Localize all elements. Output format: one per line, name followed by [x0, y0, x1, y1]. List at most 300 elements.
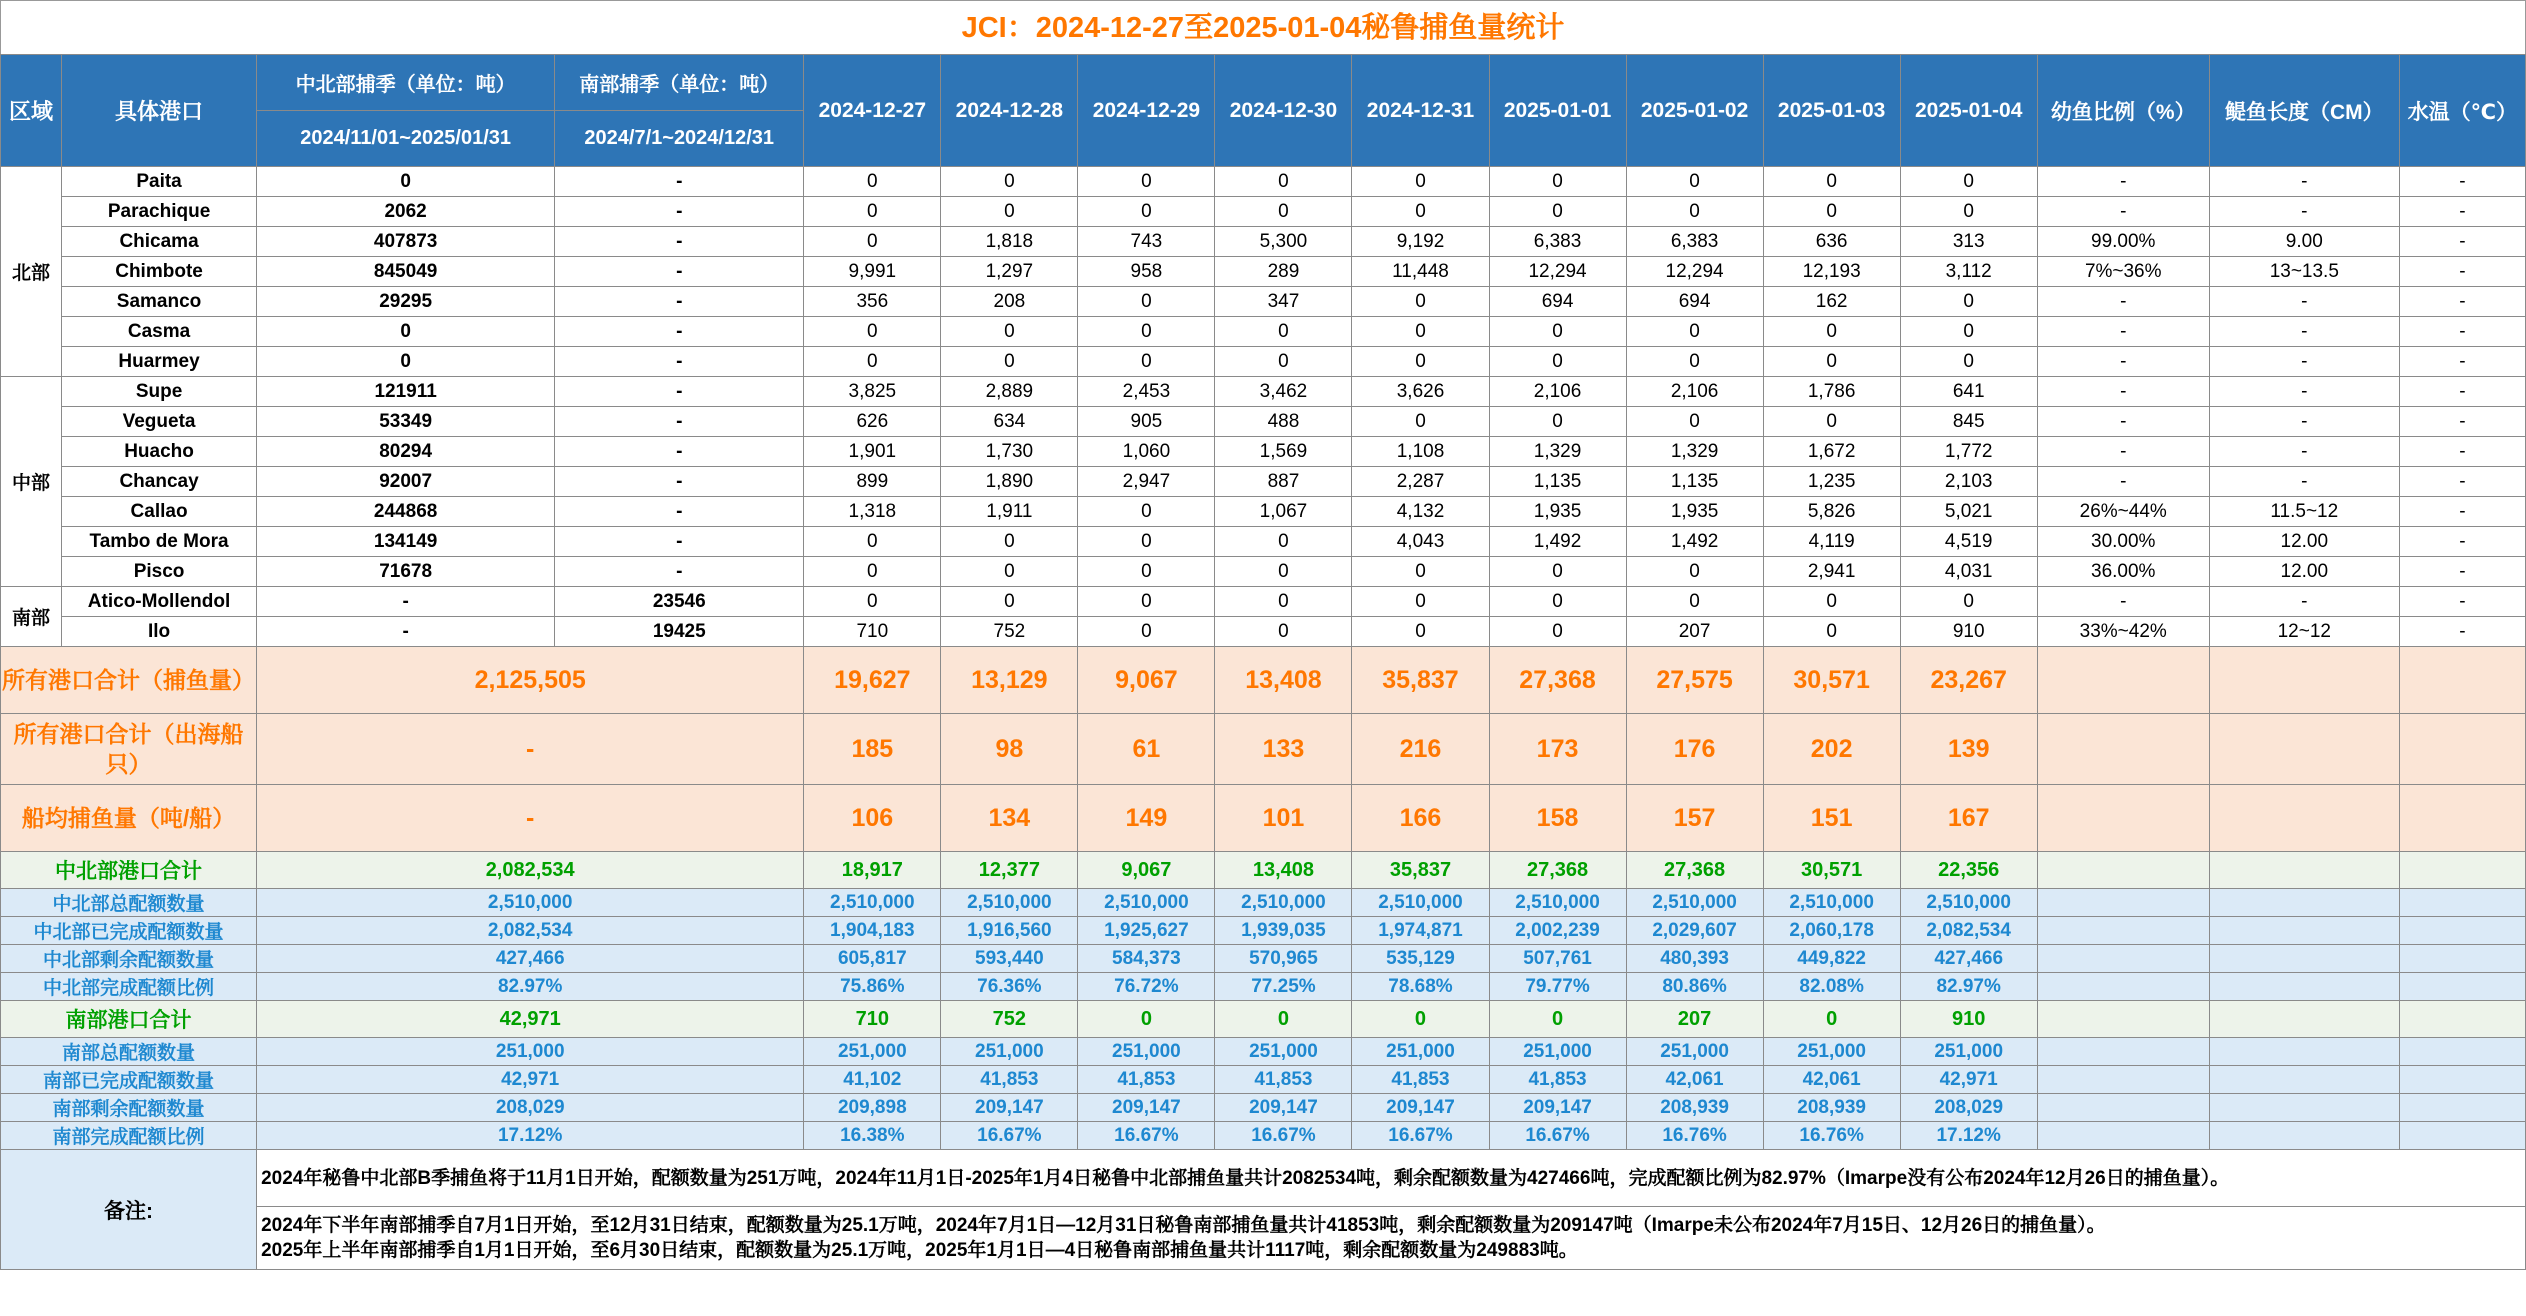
quota-row	[1, 1038, 2526, 1066]
summary-daily-cell: 106	[804, 785, 941, 852]
summary-season-total: -	[257, 785, 804, 852]
quota-daily-cell: 507,761	[1489, 945, 1626, 973]
daily-catch-cell: 0	[1352, 617, 1489, 647]
south-season-total: -	[555, 317, 804, 347]
daily-catch-cell: 0	[1352, 407, 1489, 437]
daily-catch-cell: 626	[804, 407, 941, 437]
quota-empty-cell	[2399, 1038, 2525, 1066]
port-name: Atico-Mollendol	[62, 587, 257, 617]
quota-label: 中北部港口合计	[1, 852, 257, 889]
quota-daily-cell: 22,356	[1900, 852, 2037, 889]
summary-daily-cell: 101	[1215, 785, 1352, 852]
quota-daily-cell: 2,510,000	[1763, 889, 1900, 917]
north-season-total: 407873	[257, 227, 555, 257]
daily-catch-cell: 0	[941, 167, 1078, 197]
summary-total-row	[1, 714, 2526, 785]
quota-daily-cell: 251,000	[1078, 1038, 1215, 1066]
quota-daily-cell: 2,510,000	[804, 889, 941, 917]
port-row	[1, 257, 2526, 287]
juvenile-cell: -	[2037, 197, 2209, 227]
quota-label: 中北部已完成配额数量	[1, 917, 257, 945]
quota-empty-cell	[2037, 889, 2209, 917]
summary-daily-cell: 35,837	[1352, 647, 1489, 714]
port-name: Callao	[62, 497, 257, 527]
quota-daily-cell: 752	[941, 1001, 1078, 1038]
summary-daily-cell: 23,267	[1900, 647, 2037, 714]
daily-catch-cell: 0	[1078, 497, 1215, 527]
port-name: Supe	[62, 377, 257, 407]
quota-daily-cell: 41,853	[1489, 1066, 1626, 1094]
daily-catch-cell: 1,911	[941, 497, 1078, 527]
port-name: Tambo de Mora	[62, 527, 257, 557]
daily-catch-cell: 0	[1078, 197, 1215, 227]
quota-label: 南部剩余配额数量	[1, 1094, 257, 1122]
south-season-total: -	[555, 257, 804, 287]
header-south-period: 2024/7/1~2024/12/31	[555, 111, 804, 167]
quota-daily-cell: 208,939	[1626, 1094, 1763, 1122]
quota-season-total: 2,510,000	[257, 889, 804, 917]
daily-catch-cell: 1,935	[1489, 497, 1626, 527]
summary-daily-cell: 202	[1763, 714, 1900, 785]
port-row	[1, 347, 2526, 377]
header-date: 2024-12-27	[804, 55, 941, 167]
quota-empty-cell	[2209, 852, 2399, 889]
daily-catch-cell: 710	[804, 617, 941, 647]
quota-daily-cell: 710	[804, 1001, 941, 1038]
daily-catch-cell: 11,448	[1352, 257, 1489, 287]
quota-empty-cell	[2399, 889, 2525, 917]
daily-catch-cell: 6,383	[1489, 227, 1626, 257]
daily-catch-cell: 0	[1763, 167, 1900, 197]
daily-catch-cell: 0	[1489, 617, 1626, 647]
port-name: Chicama	[62, 227, 257, 257]
quota-daily-cell: 1,925,627	[1078, 917, 1215, 945]
region-label: 北部	[1, 167, 62, 377]
note-line: 2025年上半年南部捕季自1月1日开始，至6月30日结束，配额数量为25.1万吨，2025年1月1日—4日秘鲁南部捕鱼量共计1117吨，剩余配额数量为249883吨。	[261, 1240, 1578, 1261]
summary-daily-cell: 61	[1078, 714, 1215, 785]
quota-daily-cell: 2,002,239	[1489, 917, 1626, 945]
quota-daily-cell: 41,853	[941, 1066, 1078, 1094]
daily-catch-cell: 845	[1900, 407, 2037, 437]
summary-daily-cell: 13,408	[1215, 647, 1352, 714]
quota-daily-cell: 82.08%	[1763, 973, 1900, 1001]
daily-catch-cell: 0	[1489, 407, 1626, 437]
quota-empty-cell	[2209, 1038, 2399, 1066]
quota-daily-cell: 16.67%	[1489, 1122, 1626, 1150]
daily-catch-cell: 0	[1078, 167, 1215, 197]
quota-label: 中北部剩余配额数量	[1, 945, 257, 973]
daily-catch-cell: 289	[1215, 257, 1352, 287]
summary-daily-cell: 157	[1626, 785, 1763, 852]
header-date: 2025-01-04	[1900, 55, 2037, 167]
quota-daily-cell: 251,000	[1763, 1038, 1900, 1066]
summary-empty-cell	[2399, 714, 2525, 785]
juvenile-cell: -	[2037, 347, 2209, 377]
daily-catch-cell: 0	[1626, 317, 1763, 347]
daily-catch-cell: 6,383	[1626, 227, 1763, 257]
daily-catch-cell: 12,193	[1763, 257, 1900, 287]
daily-catch-cell: 1,108	[1352, 437, 1489, 467]
daily-catch-cell: 1,672	[1763, 437, 1900, 467]
quota-daily-cell: 209,147	[1352, 1094, 1489, 1122]
quota-empty-cell	[2399, 1066, 2525, 1094]
quota-daily-cell: 0	[1489, 1001, 1626, 1038]
juvenile-cell: -	[2037, 467, 2209, 497]
quota-daily-cell: 1,904,183	[804, 917, 941, 945]
north-season-total: -	[257, 617, 555, 647]
port-row	[1, 317, 2526, 347]
daily-catch-cell: 743	[1078, 227, 1215, 257]
daily-catch-cell: 4,119	[1763, 527, 1900, 557]
length-cell: -	[2209, 167, 2399, 197]
quota-daily-cell: 1,939,035	[1215, 917, 1352, 945]
north-season-total: 2062	[257, 197, 555, 227]
port-row	[1, 437, 2526, 467]
daily-catch-cell: 0	[1078, 527, 1215, 557]
header-date: 2024-12-29	[1078, 55, 1215, 167]
quota-daily-cell: 605,817	[804, 945, 941, 973]
note-line: 2024年下半年南部捕季自7月1日开始，至12月31日结束，配额数量为25.1万吨，2024年7月1日—12月31日秘鲁南部捕鱼量共计41853吨，剩余配额数量为209147吨（Imarpe未公布2024年7月15日、12月26日的捕鱼量）。	[261, 1215, 2106, 1236]
quota-daily-cell: 42,061	[1763, 1066, 1900, 1094]
summary-daily-cell: 98	[941, 714, 1078, 785]
temp-cell: -	[2399, 527, 2525, 557]
quota-daily-cell: 584,373	[1078, 945, 1215, 973]
quota-daily-cell: 79.77%	[1489, 973, 1626, 1001]
summary-label: 所有港口合计（捕鱼量）	[1, 647, 257, 714]
daily-catch-cell: 0	[1900, 167, 2037, 197]
length-cell: -	[2209, 197, 2399, 227]
daily-catch-cell: 0	[1352, 347, 1489, 377]
south-season-total: -	[555, 497, 804, 527]
juvenile-cell: -	[2037, 407, 2209, 437]
header-juvenile: 幼鱼比例（%）	[2037, 55, 2209, 167]
quota-daily-cell: 208,029	[1900, 1094, 2037, 1122]
daily-catch-cell: 9,192	[1352, 227, 1489, 257]
quota-daily-cell: 1,916,560	[941, 917, 1078, 945]
length-cell: 11.5~12	[2209, 497, 2399, 527]
daily-catch-cell: 1,772	[1900, 437, 2037, 467]
quota-daily-cell: 535,129	[1352, 945, 1489, 973]
port-name: Ilo	[62, 617, 257, 647]
daily-catch-cell: 0	[1215, 557, 1352, 587]
temp-cell: -	[2399, 197, 2525, 227]
daily-catch-cell: 0	[1215, 347, 1352, 377]
header-region: 区域	[1, 55, 62, 167]
summary-season-total: -	[257, 714, 804, 785]
daily-catch-cell: 1,060	[1078, 437, 1215, 467]
summary-season-total: 2,125,505	[257, 647, 804, 714]
juvenile-cell: -	[2037, 587, 2209, 617]
length-cell: -	[2209, 407, 2399, 437]
quota-row	[1, 1094, 2526, 1122]
daily-catch-cell: 0	[1626, 167, 1763, 197]
daily-catch-cell: 0	[1078, 557, 1215, 587]
north-season-total: -	[257, 587, 555, 617]
quota-daily-cell: 18,917	[804, 852, 941, 889]
temp-cell: -	[2399, 497, 2525, 527]
page-title: JCI：2024-12-27至2025-01-04秘鲁捕鱼量统计	[0, 0, 2526, 54]
summary-daily-cell: 151	[1763, 785, 1900, 852]
quota-empty-cell	[2209, 889, 2399, 917]
daily-catch-cell: 1,297	[941, 257, 1078, 287]
summary-empty-cell	[2037, 785, 2209, 852]
daily-catch-cell: 0	[1215, 317, 1352, 347]
quota-row	[1, 1122, 2526, 1150]
header-north-period: 2024/11/01~2025/01/31	[257, 111, 555, 167]
daily-catch-cell: 899	[804, 467, 941, 497]
daily-catch-cell: 12,294	[1626, 257, 1763, 287]
daily-catch-cell: 2,106	[1626, 377, 1763, 407]
length-cell: 12.00	[2209, 527, 2399, 557]
daily-catch-cell: 0	[1763, 347, 1900, 377]
quota-daily-cell: 16.67%	[1078, 1122, 1215, 1150]
daily-catch-cell: 4,031	[1900, 557, 2037, 587]
port-row	[1, 377, 2526, 407]
daily-catch-cell: 1,492	[1626, 527, 1763, 557]
quota-empty-cell	[2037, 1038, 2209, 1066]
quota-daily-cell: 0	[1215, 1001, 1352, 1038]
quota-season-total: 17.12%	[257, 1122, 804, 1150]
quota-empty-cell	[2209, 1094, 2399, 1122]
port-name: Huarmey	[62, 347, 257, 377]
quota-daily-cell: 0	[1352, 1001, 1489, 1038]
daily-catch-cell: 0	[1352, 587, 1489, 617]
south-season-total: -	[555, 227, 804, 257]
notes-label: 备注:	[1, 1150, 257, 1270]
port-row	[1, 527, 2526, 557]
daily-catch-cell: 0	[804, 587, 941, 617]
daily-catch-cell: 0	[1900, 587, 2037, 617]
daily-catch-cell: 0	[1626, 347, 1763, 377]
summary-daily-cell: 176	[1626, 714, 1763, 785]
quota-daily-cell: 41,853	[1215, 1066, 1352, 1094]
quota-daily-cell: 2,510,000	[1489, 889, 1626, 917]
quota-label: 南部港口合计	[1, 1001, 257, 1038]
juvenile-cell: 30.00%	[2037, 527, 2209, 557]
north-season-total: 845049	[257, 257, 555, 287]
juvenile-cell: 99.00%	[2037, 227, 2209, 257]
daily-catch-cell: 910	[1900, 617, 2037, 647]
header-date: 2024-12-28	[941, 55, 1078, 167]
quota-row	[1, 917, 2526, 945]
daily-catch-cell: 4,043	[1352, 527, 1489, 557]
daily-catch-cell: 0	[1626, 407, 1763, 437]
daily-catch-cell: 0	[1900, 287, 2037, 317]
south-season-total: 19425	[555, 617, 804, 647]
daily-catch-cell: 1,135	[1489, 467, 1626, 497]
quota-daily-cell: 16.38%	[804, 1122, 941, 1150]
summary-daily-cell: 9,067	[1078, 647, 1215, 714]
summary-total-row	[1, 647, 2526, 714]
summary-daily-cell: 134	[941, 785, 1078, 852]
quota-empty-cell	[2037, 973, 2209, 1001]
temp-cell: -	[2399, 557, 2525, 587]
quota-row	[1, 889, 2526, 917]
daily-catch-cell: 0	[804, 347, 941, 377]
quota-daily-cell: 251,000	[1489, 1038, 1626, 1066]
temp-cell: -	[2399, 587, 2525, 617]
temp-cell: -	[2399, 437, 2525, 467]
quota-empty-cell	[2399, 945, 2525, 973]
north-season-total: 121911	[257, 377, 555, 407]
quota-empty-cell	[2209, 1066, 2399, 1094]
daily-catch-cell: 0	[1763, 197, 1900, 227]
header-port: 具体港口	[62, 55, 257, 167]
quota-row	[1, 1066, 2526, 1094]
quota-daily-cell: 427,466	[1900, 945, 2037, 973]
daily-catch-cell: 0	[804, 527, 941, 557]
quota-empty-cell	[2037, 1066, 2209, 1094]
daily-catch-cell: 0	[1489, 167, 1626, 197]
quota-daily-cell: 207	[1626, 1001, 1763, 1038]
daily-catch-cell: 0	[1489, 197, 1626, 227]
header-date: 2025-01-03	[1763, 55, 1900, 167]
south-season-total: -	[555, 407, 804, 437]
summary-empty-cell	[2399, 785, 2525, 852]
daily-catch-cell: 5,826	[1763, 497, 1900, 527]
juvenile-cell: 7%~36%	[2037, 257, 2209, 287]
daily-catch-cell: 488	[1215, 407, 1352, 437]
port-row	[1, 617, 2526, 647]
daily-catch-cell: 4,132	[1352, 497, 1489, 527]
summary-daily-cell: 19,627	[804, 647, 941, 714]
daily-catch-cell: 2,287	[1352, 467, 1489, 497]
daily-catch-cell: 0	[1352, 557, 1489, 587]
daily-catch-cell: 1,329	[1626, 437, 1763, 467]
juvenile-cell: -	[2037, 287, 2209, 317]
daily-catch-cell: 1,901	[804, 437, 941, 467]
quota-daily-cell: 42,061	[1626, 1066, 1763, 1094]
daily-catch-cell: 634	[941, 407, 1078, 437]
quota-daily-cell: 9,067	[1078, 852, 1215, 889]
quota-daily-cell: 35,837	[1352, 852, 1489, 889]
quota-row	[1, 945, 2526, 973]
juvenile-cell: 33%~42%	[2037, 617, 2209, 647]
juvenile-cell: -	[2037, 377, 2209, 407]
quota-daily-cell: 27,368	[1626, 852, 1763, 889]
daily-catch-cell: 641	[1900, 377, 2037, 407]
temp-cell: -	[2399, 377, 2525, 407]
quota-daily-cell: 251,000	[1352, 1038, 1489, 1066]
daily-catch-cell: 0	[804, 557, 941, 587]
daily-catch-cell: 887	[1215, 467, 1352, 497]
quota-daily-cell: 16.67%	[1215, 1122, 1352, 1150]
port-name: Pisco	[62, 557, 257, 587]
table-header	[1, 55, 2526, 167]
daily-catch-cell: 0	[1215, 197, 1352, 227]
quota-daily-cell: 251,000	[1626, 1038, 1763, 1066]
daily-catch-cell: 0	[804, 167, 941, 197]
daily-catch-cell: 0	[941, 557, 1078, 587]
south-season-total: -	[555, 287, 804, 317]
length-cell: -	[2209, 347, 2399, 377]
quota-daily-cell: 76.72%	[1078, 973, 1215, 1001]
port-row	[1, 197, 2526, 227]
daily-catch-cell: 9,991	[804, 257, 941, 287]
quota-daily-cell: 76.36%	[941, 973, 1078, 1001]
region-label: 南部	[1, 587, 62, 647]
south-season-total: -	[555, 527, 804, 557]
length-cell: -	[2209, 467, 2399, 497]
quota-daily-cell: 2,510,000	[1900, 889, 2037, 917]
north-season-total: 71678	[257, 557, 555, 587]
length-cell: -	[2209, 437, 2399, 467]
quota-daily-cell: 12,377	[941, 852, 1078, 889]
quota-daily-cell: 42,971	[1900, 1066, 2037, 1094]
quota-season-total: 208,029	[257, 1094, 804, 1122]
quota-daily-cell: 80.86%	[1626, 973, 1763, 1001]
daily-catch-cell: 0	[804, 197, 941, 227]
daily-catch-cell: 0	[1215, 587, 1352, 617]
quota-empty-cell	[2037, 1001, 2209, 1038]
quota-label: 中北部完成配额比例	[1, 973, 257, 1001]
quota-daily-cell: 0	[1078, 1001, 1215, 1038]
daily-catch-cell: 1,329	[1489, 437, 1626, 467]
quota-daily-cell: 2,029,607	[1626, 917, 1763, 945]
daily-catch-cell: 0	[1900, 317, 2037, 347]
quota-daily-cell: 16.76%	[1626, 1122, 1763, 1150]
length-cell: -	[2209, 317, 2399, 347]
quota-daily-cell: 78.68%	[1352, 973, 1489, 1001]
quota-daily-cell: 41,853	[1078, 1066, 1215, 1094]
south-season-total: -	[555, 167, 804, 197]
quota-daily-cell: 570,965	[1215, 945, 1352, 973]
summary-daily-cell: 27,575	[1626, 647, 1763, 714]
quota-daily-cell: 13,408	[1215, 852, 1352, 889]
length-cell: 12~12	[2209, 617, 2399, 647]
quota-empty-cell	[2209, 1001, 2399, 1038]
port-row	[1, 287, 2526, 317]
daily-catch-cell: 0	[1900, 347, 2037, 377]
south-season-total: -	[555, 347, 804, 377]
daily-catch-cell: 905	[1078, 407, 1215, 437]
quota-daily-cell: 449,822	[1763, 945, 1900, 973]
quota-season-total: 82.97%	[257, 973, 804, 1001]
daily-catch-cell: 0	[1215, 617, 1352, 647]
summary-daily-cell: 173	[1489, 714, 1626, 785]
daily-catch-cell: 0	[1352, 317, 1489, 347]
header-south-season: 南部捕季（单位：吨）	[555, 55, 804, 111]
north-season-total: 80294	[257, 437, 555, 467]
daily-catch-cell: 1,569	[1215, 437, 1352, 467]
quota-daily-cell: 251,000	[1215, 1038, 1352, 1066]
daily-catch-cell: 2,947	[1078, 467, 1215, 497]
daily-catch-cell: 313	[1900, 227, 2037, 257]
juvenile-cell: 36.00%	[2037, 557, 2209, 587]
daily-catch-cell: 0	[1352, 197, 1489, 227]
quota-daily-cell: 2,510,000	[1078, 889, 1215, 917]
quota-season-total: 2,082,534	[257, 917, 804, 945]
quota-daily-cell: 0	[1763, 1001, 1900, 1038]
temp-cell: -	[2399, 467, 2525, 497]
daily-catch-cell: 2,889	[941, 377, 1078, 407]
daily-catch-cell: 752	[941, 617, 1078, 647]
quota-daily-cell: 208,939	[1763, 1094, 1900, 1122]
north-season-total: 0	[257, 167, 555, 197]
port-name: Parachique	[62, 197, 257, 227]
quota-empty-cell	[2037, 1094, 2209, 1122]
temp-cell: -	[2399, 617, 2525, 647]
summary-body	[1, 647, 2526, 1150]
summary-empty-cell	[2209, 714, 2399, 785]
south-season-total: -	[555, 197, 804, 227]
summary-daily-cell: 158	[1489, 785, 1626, 852]
port-row	[1, 557, 2526, 587]
north-season-total: 92007	[257, 467, 555, 497]
quota-empty-cell	[2399, 973, 2525, 1001]
temp-cell: -	[2399, 227, 2525, 257]
header-date: 2025-01-01	[1489, 55, 1626, 167]
